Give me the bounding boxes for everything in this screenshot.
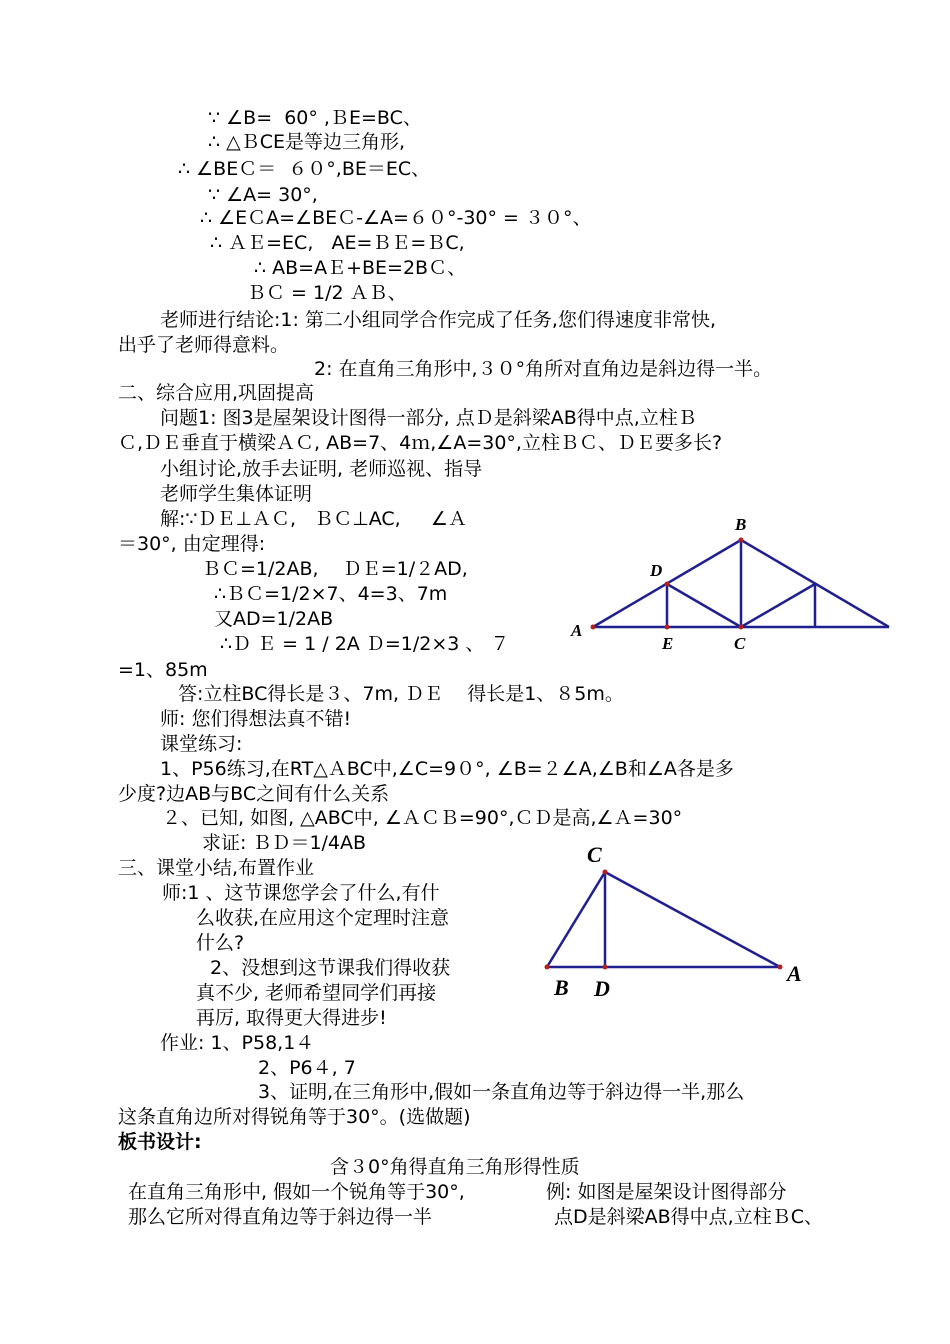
proof-line-8: ＢＣ = 1/2 ＡＢ、 [247, 282, 407, 304]
triangle-label-c: C [587, 842, 602, 867]
truss-point-c [739, 625, 744, 630]
board-left-line-2: 那么它所对得直角边等于斜边得一半 [128, 1206, 433, 1228]
section3-heading: 三、课堂小结,布置作业 [118, 857, 315, 879]
truss-label-a: A [571, 621, 583, 640]
homework-line-2: 2、P6４, 7 [258, 1057, 356, 1079]
solution-line-7: =1、85m [118, 659, 208, 681]
summary-line-6: 再厉, 取得更大得进步! [196, 1007, 387, 1029]
truss-label-e: E [662, 634, 674, 653]
solution-line-6: ∴Ｄ Ｅ = 1 / 2A Ｄ=1/2×3 、 ７ [220, 633, 510, 655]
teacher-remark: 师: 您们得想法真不错! [160, 708, 352, 730]
proof-line-4: ∵ ∠A= 30°, [208, 184, 318, 206]
proof-line-1: ∵ ∠B= 60° ,ＢE=BC、 [208, 107, 422, 129]
homework-line-3a: 3、证明,在三角形中,假如一条直角边等于斜边得一半,那么 [258, 1081, 745, 1103]
triangle-figure [540, 838, 820, 1003]
proof-line-7: ∴ AB=AＥ+BE=2BＣ、 [254, 257, 467, 279]
proof-line-5: ∴ ∠EＣA=∠BEＣ-∠A=６０°-30° = ３０°、 [200, 207, 592, 229]
proof-line-3: ∴ ∠BEＣ＝ ６０°,BE＝EC、 [178, 158, 431, 180]
truss-label-c: C [734, 634, 746, 653]
summary-line-2: 么收获,在应用这个定理时注意 [196, 907, 450, 929]
truss-point-b [739, 538, 744, 543]
homework-line-3b: 这条直角边所对得锐角等于30°。(选做题) [118, 1106, 471, 1128]
truss-strut-right [741, 584, 815, 627]
summary-line-4: 2、没想到这节课我们得收获 [210, 957, 451, 979]
solution-line-4: ∴ＢＣ=1/2×7、4=3、7m [214, 583, 448, 605]
triangle-point-c [603, 870, 608, 875]
triangle-point-b [545, 965, 550, 970]
board-left-line-1: 在直角三角形中, 假如一个锐角等于30°, [128, 1181, 465, 1203]
exercise2-line-2: 求证: ＢＤ＝1/4AB [202, 832, 367, 854]
solution-line-5: 又AD=1/2AB [214, 608, 334, 630]
answer-line: 答:立柱BC得长是３、7m, ＤＥ 得长是1、８5m。 [178, 683, 624, 705]
solution-line-1: 解:∵ＤＥ⊥ＡＣ, ＢＣ⊥AC, ∠Ａ [160, 508, 467, 530]
board-heading: 板书设计: [118, 1131, 202, 1153]
board-title: 含３0°角得直角三角形得性质 [330, 1156, 580, 1178]
solution-line-3: ＢＣ=1/2AB, ＤＥ=1/２AD, [202, 558, 468, 580]
board-right-line-1: 例: 如图是屋架设计图得部分 [546, 1181, 787, 1203]
truss-strut-dc [667, 584, 741, 627]
conclusion-line-3: 2: 在直角三角形中,３０°角所对直角边是斜边得一半。 [314, 358, 773, 380]
triangle-side-ca [605, 872, 780, 967]
solution-line-2: ＝30°, 由定理得: [118, 533, 266, 555]
truss-point-a [591, 625, 596, 630]
discuss-line: 小组讨论,放手去证明, 老师巡视、指导 [160, 458, 483, 480]
triangle-label-b: B [554, 975, 569, 1000]
conclusion-line-1: 老师进行结论:1: 第二小组同学合作完成了任务,您们得速度非常快, [160, 309, 717, 331]
exercise2-line-1: ２、已知, 如图, △ABC中, ∠ＡＣＢ=90°,ＣＤ是高,∠Ａ=30° [162, 807, 683, 829]
conclusion-line-2: 出乎了老师得意料。 [118, 334, 290, 356]
truss-point-e [665, 625, 670, 630]
problem1-line-1: 问题1: 图3是屋架设计图得一部分, 点Ｄ是斜梁AB得中点,立柱Ｂ [160, 407, 697, 429]
truss-point-d [665, 582, 670, 587]
summary-line-1: 师:1 、这节课您学会了什么,有什 [162, 882, 440, 904]
truss-figure [560, 505, 905, 665]
practice-heading: 课堂练习: [160, 733, 243, 755]
triangle-label-a: A [787, 961, 802, 986]
triangle-point-d [603, 965, 608, 970]
triangle-point-a [778, 965, 783, 970]
truss-label-d: D [650, 561, 663, 580]
summary-line-3: 什么? [196, 932, 245, 954]
exercise1-line-2: 少度?边AB与BC之间有什么关系 [118, 783, 390, 805]
triangle-side-bc [547, 872, 605, 967]
problem1-line-2: Ｃ,ＤＥ垂直于横梁ＡＣ, AB=7、4ｍ,∠A=30°,立柱ＢＣ、ＤＥ要多长? [118, 432, 723, 454]
exercise1-line-1: 1、P56练习,在RT△ＡBC中,∠C=9０°, ∠B=２∠A,∠B和∠A各是多 [160, 758, 734, 780]
proof-line-2: ∴ △ＢCE是等边三角形, [208, 131, 406, 153]
board-right-line-2: 点D是斜梁AB得中点,立柱ＢC、 [554, 1206, 823, 1228]
triangle-label-d: D [594, 976, 610, 1001]
section2-heading: 二、综合应用,巩固提高 [118, 382, 315, 404]
collective-line: 老师学生集体证明 [160, 483, 313, 505]
summary-line-5: 真不少, 老师希望同学们再接 [196, 982, 437, 1004]
homework-line-1: 作业: 1、P58,1４ [160, 1032, 315, 1054]
proof-line-6: ∴ ＡＥ=EC, AE=ＢＥ=ＢC, [210, 232, 465, 254]
truss-label-b: B [735, 515, 747, 534]
